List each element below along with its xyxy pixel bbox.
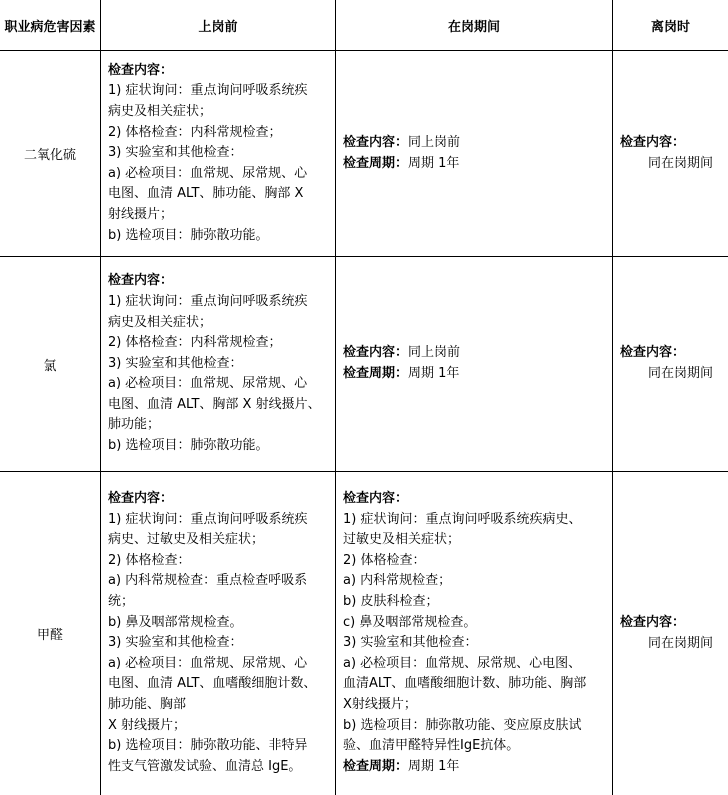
cycle-label: 检查周期： bbox=[343, 758, 409, 774]
on-job-cycle: 周期 1年 bbox=[408, 758, 460, 774]
on-job-cell bbox=[336, 51, 612, 256]
content-label: 检查内容： bbox=[343, 491, 409, 506]
post-job-content: 同在岗期间 bbox=[648, 366, 714, 381]
content-label: 检查内容： bbox=[108, 273, 174, 289]
text-line: a) 必检项目：血常规、尿常规、心电图、 bbox=[343, 655, 582, 671]
text-line: 2) 体格检查：内科常规检查； bbox=[108, 124, 282, 140]
factor-cell: 甲醛 bbox=[36, 628, 63, 643]
cycle-label: 检查周期： bbox=[343, 366, 409, 381]
text-line: 3) 实验室和其他检查： bbox=[343, 635, 478, 651]
content-label: 检查内容： bbox=[620, 134, 686, 150]
pre-job-cell bbox=[101, 51, 335, 256]
content-label: 检查内容： bbox=[343, 345, 409, 361]
header-post-job: 离岗时 bbox=[650, 19, 690, 35]
text-line: c) 鼻及咽部常规检查。 bbox=[343, 614, 477, 630]
text-line: 电图、血清 ALT、肺功能、胸部 X bbox=[108, 186, 304, 202]
content-label: 检查内容： bbox=[108, 62, 174, 78]
text-line: 1) 症状询问：重点询问呼吸系统疾 bbox=[108, 511, 308, 527]
content-label: 检查内容： bbox=[620, 345, 686, 361]
header-factor: 职业病危害因素 bbox=[4, 19, 96, 35]
on-job-cycle: 周期 1年 bbox=[408, 155, 460, 171]
text-line: 性支气管激发试验、血清总 IgE。 bbox=[108, 758, 302, 774]
text-line: a) 必检项目：血常规、尿常规、心 bbox=[108, 165, 308, 181]
post-job-content: 同在岗期间 bbox=[648, 155, 714, 171]
content-label: 检查内容： bbox=[343, 134, 409, 150]
post-job-cell bbox=[613, 51, 728, 256]
on-job-content: 同上岗前 bbox=[408, 345, 461, 361]
on-job-content: 同上岗前 bbox=[408, 134, 461, 150]
text-line: 过敏史及相关症状； bbox=[343, 532, 461, 548]
text-line: X射线摄片； bbox=[343, 696, 417, 712]
on-job-cell bbox=[336, 472, 612, 795]
text-line: 验、血清甲醛特异性IgE抗体。 bbox=[343, 738, 520, 754]
text-line: a) 内科常规检查：重点检查呼吸系 bbox=[108, 573, 308, 589]
text-line: 2) 体格检查： bbox=[108, 552, 191, 568]
text-line: b) 鼻及咽部常规检查。 bbox=[108, 614, 243, 630]
pre-job-cell bbox=[101, 472, 335, 795]
text-line: 肺功能； bbox=[108, 417, 161, 433]
text-line: 电图、血清 ALT、胸部 X 射线摄片、 bbox=[108, 396, 321, 412]
text-line: 1) 症状询问：重点询问呼吸系统疾病史、 bbox=[343, 511, 582, 527]
text-line: a) 内科常规检查； bbox=[343, 573, 452, 589]
text-line: 3) 实验室和其他检查： bbox=[108, 355, 243, 371]
text-line: b) 选检项目：肺弥散功能。 bbox=[108, 227, 269, 243]
text-line: X 射线摄片； bbox=[108, 717, 187, 733]
text-line: 肺功能、胸部 bbox=[108, 696, 187, 712]
content-label: 检查内容： bbox=[108, 491, 174, 506]
text-line: 2) 体格检查：内科常规检查； bbox=[108, 335, 282, 351]
post-job-cell bbox=[613, 257, 728, 471]
header-on-job: 在岗期间 bbox=[447, 19, 500, 35]
text-line: b) 选检项目：肺弥散功能、变应原皮肤试 bbox=[343, 717, 582, 733]
text-line: 血清ALT、血嗜酸细胞计数、肺功能、胸部 bbox=[343, 676, 587, 692]
text-line: 电图、血清 ALT、血嗜酸细胞计数、 bbox=[108, 676, 317, 692]
text-line: b) 皮肤科检查； bbox=[343, 593, 439, 609]
text-line: a) 必检项目：血常规、尿常规、心 bbox=[108, 655, 308, 671]
post-job-cell bbox=[613, 472, 728, 795]
factor-cell: 二氧化硫 bbox=[23, 148, 76, 163]
post-job-content: 同在岗期间 bbox=[648, 635, 714, 651]
text-line: b) 选检项目：肺弥散功能。 bbox=[108, 438, 269, 454]
pre-job-cell bbox=[101, 257, 335, 471]
text-line: 统； bbox=[108, 593, 135, 609]
on-job-cycle: 周期 1年 bbox=[408, 366, 460, 381]
text-line: 3) 实验室和其他检查： bbox=[108, 635, 243, 651]
text-line: 病史、过敏史及相关症状； bbox=[108, 532, 265, 548]
cycle-label: 检查周期： bbox=[343, 155, 409, 171]
on-job-cell bbox=[336, 257, 612, 471]
text-line: 3) 实验室和其他检查： bbox=[108, 145, 243, 161]
text-line: 2) 体格检查： bbox=[343, 552, 426, 568]
text-line: 射线摄片； bbox=[108, 206, 174, 222]
text-line: 1) 症状询问：重点询问呼吸系统疾 bbox=[108, 83, 308, 99]
text-line: b) 选检项目：肺弥散功能、非特异 bbox=[108, 738, 308, 754]
text-line: a) 必检项目：血常规、尿常规、心 bbox=[108, 376, 308, 392]
factor-cell: 氯 bbox=[43, 358, 57, 374]
text-line: 1) 症状询问：重点询问呼吸系统疾 bbox=[108, 293, 308, 309]
text-line: 病史及相关症状； bbox=[108, 104, 213, 120]
text-line: 病史及相关症状； bbox=[108, 314, 213, 330]
header-pre-job: 上岗前 bbox=[198, 19, 238, 35]
content-label: 检查内容： bbox=[620, 614, 686, 630]
